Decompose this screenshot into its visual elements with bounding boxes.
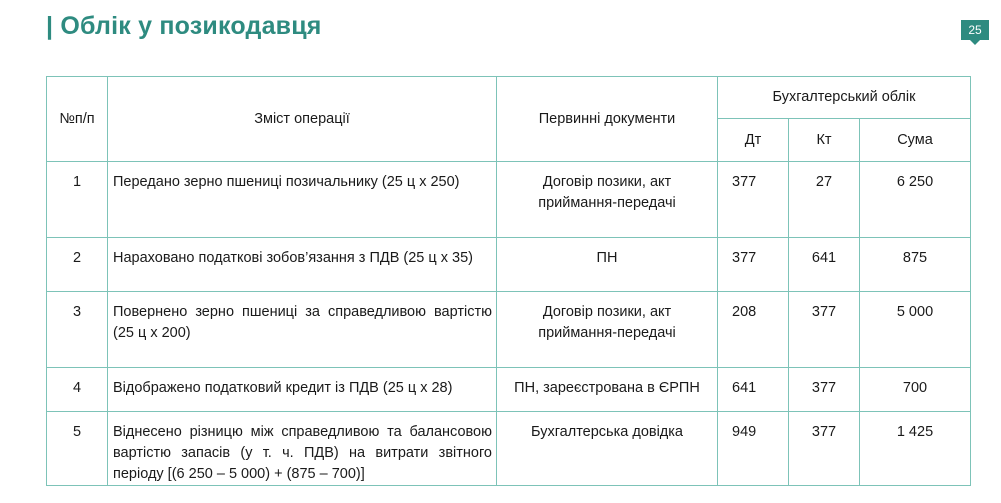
table-row	[47, 292, 971, 368]
debit-account: 377	[718, 238, 789, 292]
header-no: №п/п	[47, 77, 108, 162]
header-content: Зміст операції	[108, 77, 497, 162]
header-accounting: Бухгалтерський облік	[718, 77, 971, 119]
row-number: 2	[47, 238, 108, 292]
primary-document: Договір позики, акт приймання-передачі	[497, 292, 718, 368]
debit-account: 949	[718, 412, 789, 486]
amount: 875	[860, 238, 971, 292]
amount: 1 425	[860, 412, 971, 486]
operation-content: Нараховано податкові зобов’язання з ПДВ (25 ц х 35)	[108, 238, 497, 292]
credit-account: 377	[789, 368, 860, 412]
table-row	[47, 412, 971, 486]
amount: 700	[860, 368, 971, 412]
header-documents: Первинні документи	[497, 77, 718, 162]
ledger-table	[46, 76, 971, 486]
row-number: 1	[47, 162, 108, 238]
primary-document: Бухгалтерська довідка	[497, 412, 718, 486]
row-number: 5	[47, 412, 108, 486]
primary-document: Договір позики, акт приймання-передачі	[497, 162, 718, 238]
page-title: | Облік у позикодавця	[46, 12, 322, 40]
operation-content: Віднесено різницю між справедливою та балансовою вартістю запасів (у т. ч. ПДВ) на витрати звітного періоду [(6 250 – 5 000) + (875 – 700)]	[108, 412, 497, 486]
table-row	[47, 238, 971, 292]
amount: 6 250	[860, 162, 971, 238]
page-number-badge: 25	[961, 20, 989, 40]
table-row	[47, 162, 971, 238]
row-number: 4	[47, 368, 108, 412]
table-row	[47, 368, 971, 412]
credit-account: 27	[789, 162, 860, 238]
primary-document: ПН, зареєстрована в ЄРПН	[497, 368, 718, 412]
debit-account: 208	[718, 292, 789, 368]
primary-document: ПН	[497, 238, 718, 292]
operation-content: Повернено зерно пшениці за справедливою вартістю (25 ц х 200)	[108, 292, 497, 368]
header-dt: Дт	[718, 119, 789, 162]
credit-account: 377	[789, 412, 860, 486]
operation-content: Відображено податковий кредит із ПДВ (25 ц х 28)	[108, 368, 497, 412]
row-number: 3	[47, 292, 108, 368]
debit-account: 377	[718, 162, 789, 238]
operation-content: Передано зерно пшениці позичальнику (25 ц х 250)	[108, 162, 497, 238]
amount: 5 000	[860, 292, 971, 368]
credit-account: 641	[789, 238, 860, 292]
header-kt: Кт	[789, 119, 860, 162]
header-sum: Сума	[860, 119, 971, 162]
debit-account: 641	[718, 368, 789, 412]
credit-account: 377	[789, 292, 860, 368]
